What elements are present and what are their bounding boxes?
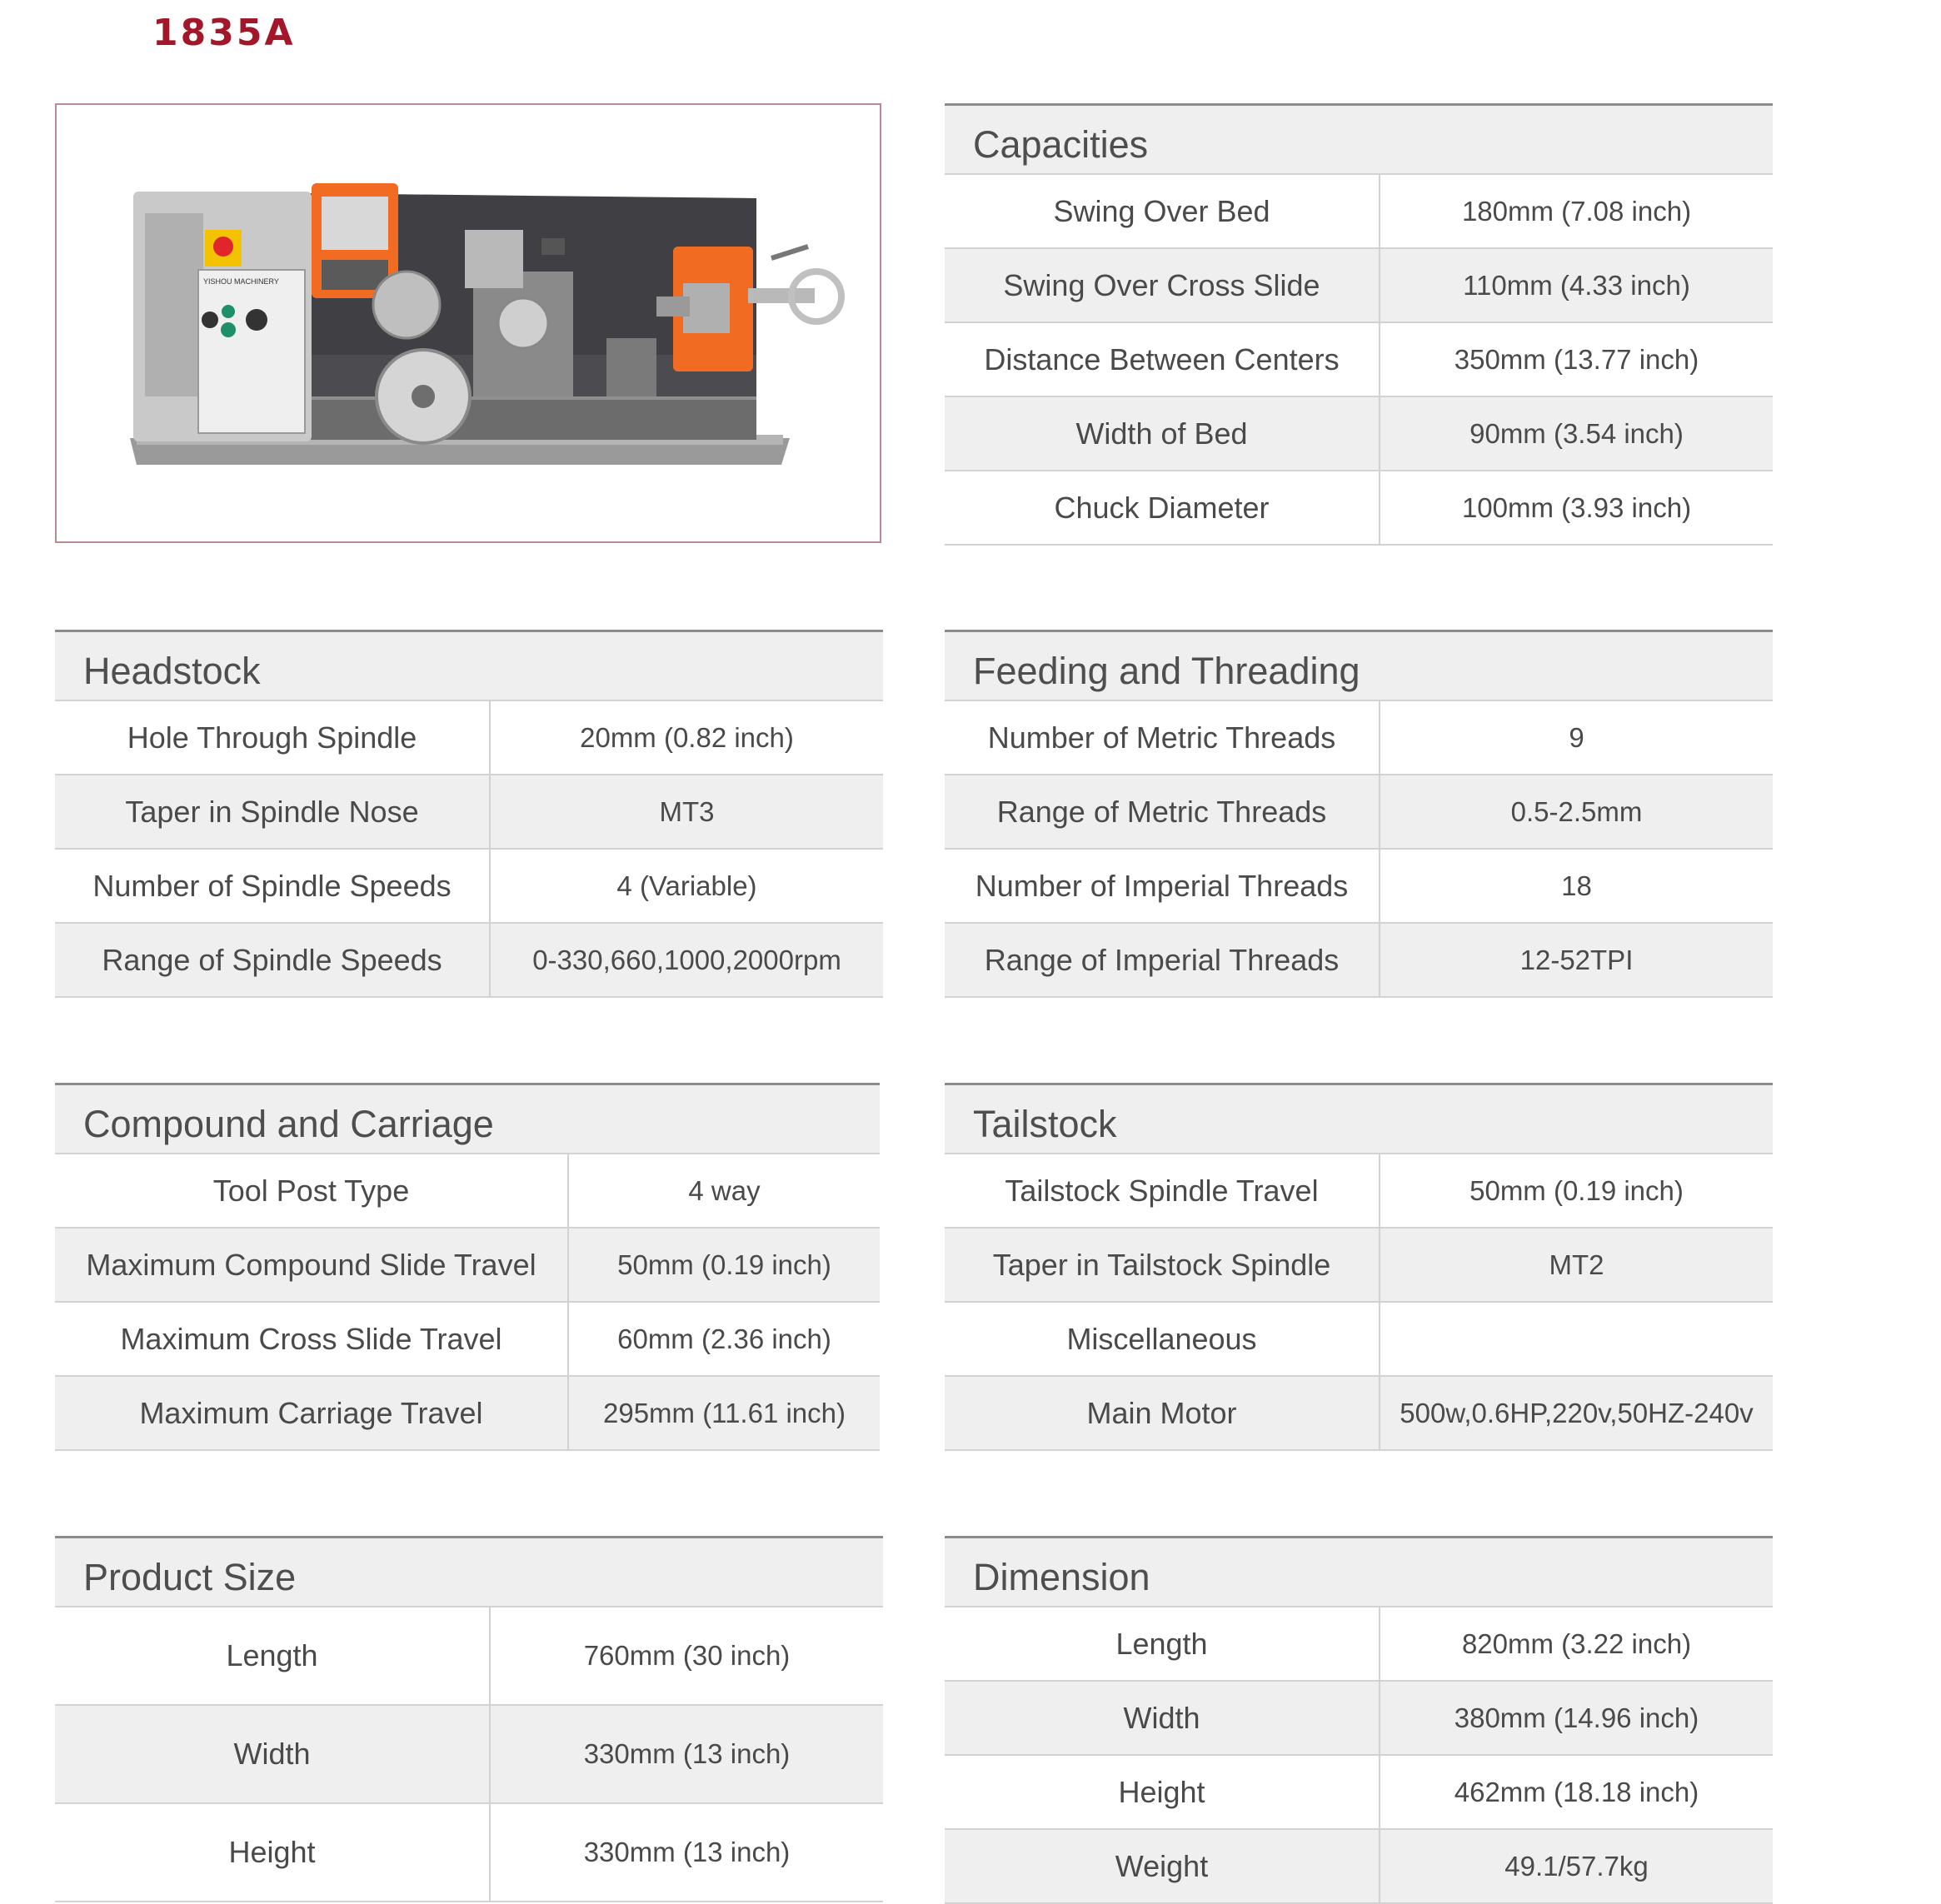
spec-label: Range of Spindle Speeds [55, 923, 490, 997]
spec-value: 18 [1380, 849, 1773, 923]
spec-label: Hole Through Spindle [55, 700, 490, 775]
spec-label: Number of Imperial Threads [945, 849, 1380, 923]
spec-value: 50mm (0.19 inch) [1380, 1154, 1773, 1228]
compound-section [55, 1083, 880, 1451]
table-row [945, 322, 1773, 396]
spec-value: MT3 [490, 775, 883, 849]
spec-label: Main Motor [945, 1376, 1380, 1450]
table-row [945, 849, 1773, 923]
spec-label: Width of Bed [945, 396, 1380, 471]
spec-label: Height [945, 1755, 1380, 1829]
table-row [945, 1607, 1773, 1681]
headstock-title: Headstock [55, 630, 883, 700]
table-row [945, 396, 1773, 471]
table-row [55, 923, 883, 997]
spec-value: 9 [1380, 700, 1773, 775]
table-row [55, 1376, 880, 1450]
spec-value: 760mm (30 inch) [490, 1607, 883, 1705]
product-size-section [55, 1536, 883, 1902]
table-row [55, 1154, 880, 1228]
capacities-table [945, 173, 1773, 546]
panel-label: YISHOU MACHINERY [203, 277, 279, 286]
spec-value: 0-330,660,1000,2000rpm [490, 923, 883, 997]
table-row [55, 849, 883, 923]
tailstock-title: Tailstock [945, 1083, 1773, 1153]
spec-label: Swing Over Bed [945, 174, 1380, 248]
spec-value: 12-52TPI [1380, 923, 1773, 997]
model-title: 1835A [152, 12, 296, 54]
table-row [945, 1681, 1773, 1755]
table-row [945, 1302, 1773, 1376]
spec-label: Length [945, 1607, 1380, 1681]
spec-label: Miscellaneous [945, 1302, 1380, 1376]
dimension-table [945, 1606, 1773, 1904]
spec-label: Chuck Diameter [945, 471, 1380, 545]
table-row [945, 248, 1773, 322]
spec-label: Distance Between Centers [945, 322, 1380, 396]
table-row [55, 1228, 880, 1302]
table-row [945, 1228, 1773, 1302]
capacities-section [945, 103, 1773, 546]
spec-value: 100mm (3.93 inch) [1380, 471, 1773, 545]
spec-label: Width [55, 1705, 490, 1803]
spec-label: Range of Metric Threads [945, 775, 1380, 849]
table-row [945, 1755, 1773, 1829]
table-row [55, 700, 883, 775]
spec-label: Length [55, 1607, 490, 1705]
spec-label: Maximum Carriage Travel [55, 1376, 568, 1450]
spec-value: 50mm (0.19 inch) [568, 1228, 880, 1302]
compound-title: Compound and Carriage [55, 1083, 880, 1153]
table-row [55, 775, 883, 849]
spec-label: Range of Imperial Threads [945, 923, 1380, 997]
spec-value: 49.1/57.7kg [1380, 1829, 1773, 1903]
table-row [55, 1607, 883, 1705]
spec-label: Swing Over Cross Slide [945, 248, 1380, 322]
table-row [55, 1803, 883, 1902]
spec-value: 350mm (13.77 inch) [1380, 322, 1773, 396]
spec-value: 380mm (14.96 inch) [1380, 1681, 1773, 1755]
spec-value: 20mm (0.82 inch) [490, 700, 883, 775]
spec-label: Tool Post Type [55, 1154, 568, 1228]
tailstock-table [945, 1153, 1773, 1451]
tailstock-section [945, 1083, 1773, 1451]
table-row [945, 471, 1773, 545]
spec-value: 295mm (11.61 inch) [568, 1376, 880, 1450]
dimension-section [945, 1536, 1773, 1904]
spec-label: Number of Metric Threads [945, 700, 1380, 775]
spec-value: 820mm (3.22 inch) [1380, 1607, 1773, 1681]
table-row [945, 1376, 1773, 1450]
table-row [945, 923, 1773, 997]
spec-label: Maximum Compound Slide Travel [55, 1228, 568, 1302]
spec-value: 60mm (2.36 inch) [568, 1302, 880, 1376]
spec-value: 4 (Variable) [490, 849, 883, 923]
spec-value: 462mm (18.18 inch) [1380, 1755, 1773, 1829]
spec-value: 180mm (7.08 inch) [1380, 174, 1773, 248]
spec-label: Height [55, 1803, 490, 1902]
feeding-section [945, 630, 1773, 998]
table-row [945, 174, 1773, 248]
spec-value: 0.5-2.5mm [1380, 775, 1773, 849]
product-photo [55, 103, 881, 543]
table-row [945, 775, 1773, 849]
dimension-title: Dimension [945, 1536, 1773, 1606]
spec-label: Taper in Spindle Nose [55, 775, 490, 849]
headstock-table [55, 700, 883, 998]
feeding-table [945, 700, 1773, 998]
spec-value: 110mm (4.33 inch) [1380, 248, 1773, 322]
spec-label: Weight [945, 1829, 1380, 1903]
table-row [945, 1829, 1773, 1903]
spec-label: Width [945, 1681, 1380, 1755]
table-row [55, 1302, 880, 1376]
spec-value: 500w,0.6HP,220v,50HZ-240v [1380, 1376, 1773, 1450]
spec-label: Number of Spindle Speeds [55, 849, 490, 923]
product-size-table [55, 1606, 883, 1902]
table-row [55, 1705, 883, 1803]
capacities-title: Capacities [945, 103, 1773, 173]
compound-table [55, 1153, 880, 1451]
headstock-section [55, 630, 883, 998]
lathe-illustration [57, 105, 880, 541]
spec-value: 330mm (13 inch) [490, 1803, 883, 1902]
spec-value: 4 way [568, 1154, 880, 1228]
spec-label: Taper in Tailstock Spindle [945, 1228, 1380, 1302]
spec-value: MT2 [1380, 1228, 1773, 1302]
spec-value: 330mm (13 inch) [490, 1705, 883, 1803]
spec-label: Maximum Cross Slide Travel [55, 1302, 568, 1376]
table-row [945, 700, 1773, 775]
spec-value [1380, 1302, 1773, 1376]
spec-label: Tailstock Spindle Travel [945, 1154, 1380, 1228]
product-size-title: Product Size [55, 1536, 883, 1606]
spec-value: 90mm (3.54 inch) [1380, 396, 1773, 471]
feeding-title: Feeding and Threading [945, 630, 1773, 700]
table-row [945, 1154, 1773, 1228]
